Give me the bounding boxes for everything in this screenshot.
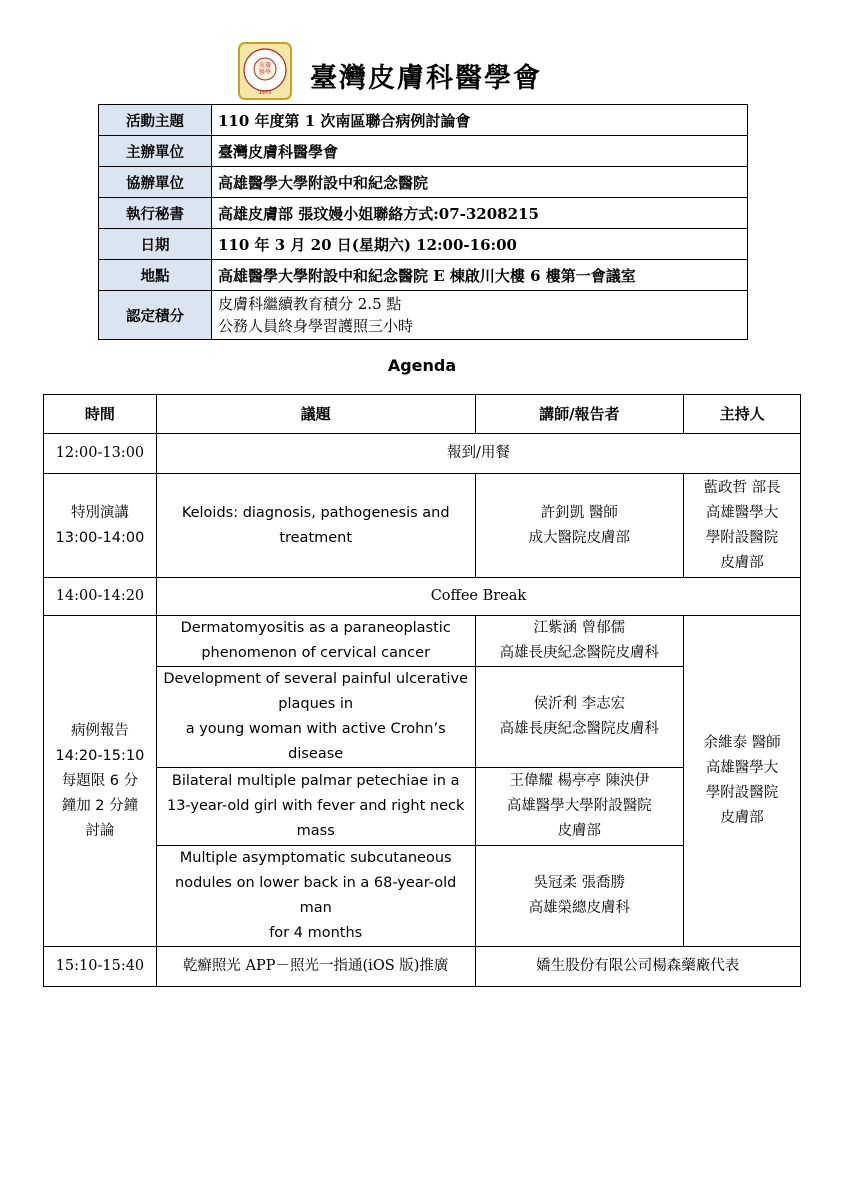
speaker-cell: 嬌生股份有限公司楊森藥廠代表 bbox=[475, 947, 801, 987]
topic-line: for 4 months bbox=[269, 925, 363, 941]
speaker-line: 高雄醫學大學附設醫院 bbox=[506, 798, 652, 814]
host-line: 高雄醫學大 bbox=[705, 504, 779, 521]
host-line: 皮膚部 bbox=[720, 554, 764, 571]
speaker-line: 成大醫院皮膚部 bbox=[528, 529, 631, 546]
info-label: 認定積分 bbox=[99, 291, 212, 340]
event-info-table bbox=[98, 104, 748, 340]
time-line: 鐘加 2 分鐘 bbox=[61, 797, 139, 814]
topic-line: Development of several painful ulcerative bbox=[163, 671, 469, 687]
host-line: 余維泰 醫師 bbox=[703, 735, 781, 751]
topic-line: plaques in bbox=[278, 696, 354, 712]
host-cell bbox=[684, 474, 801, 578]
speaker-line: 江紫涵 曾郁儒 bbox=[533, 620, 626, 636]
info-row-date bbox=[99, 229, 748, 260]
info-label: 協辦單位 bbox=[99, 167, 212, 198]
host-cell bbox=[684, 616, 801, 947]
info-label: 執行秘書 bbox=[99, 198, 212, 229]
time-line: 討論 bbox=[85, 822, 115, 839]
col-header-host: 主持人 bbox=[684, 395, 801, 434]
topic-line: nodules on lower back in a 68-year-old man bbox=[175, 875, 457, 916]
info-row-secretary bbox=[99, 198, 748, 229]
speaker-line: 高雄長庚紀念醫院皮膚科 bbox=[499, 645, 660, 661]
time-cell: 12:00-13:00 bbox=[44, 434, 157, 474]
speaker-line: 王偉耀 楊亭亭 陳泱伊 bbox=[509, 773, 650, 789]
info-value: 臺灣皮膚科醫學會 bbox=[212, 136, 748, 167]
time-cell bbox=[44, 474, 157, 578]
info-label: 活動主題 bbox=[99, 105, 212, 136]
topic-line: 13-year-old girl with fever and right neck bbox=[166, 798, 465, 814]
speaker-line: 侯沂利 李志宏 bbox=[533, 696, 626, 712]
info-row-topic bbox=[99, 105, 748, 136]
topic-cell bbox=[156, 846, 475, 947]
info-row-credits bbox=[99, 291, 748, 340]
time-line: 病例報告 bbox=[70, 722, 129, 739]
info-label: 日期 bbox=[99, 229, 212, 260]
topic-cell bbox=[156, 667, 475, 768]
host-line: 高雄醫學大 bbox=[705, 760, 779, 776]
time-cell: 14:00-14:20 bbox=[44, 578, 157, 616]
host-line: 皮膚部 bbox=[720, 810, 764, 826]
event-cell: Coffee Break bbox=[156, 578, 800, 616]
speaker-line: 皮膚部 bbox=[557, 823, 602, 839]
agenda-row-app-promo bbox=[44, 947, 801, 987]
topic-line: a young woman with active Crohn’s disease bbox=[185, 721, 446, 762]
topic-line: Bilateral multiple palmar petechiae in a bbox=[171, 773, 460, 789]
svg-text:醫學: 醫學 bbox=[258, 69, 272, 76]
agenda-title: Agenda bbox=[387, 356, 457, 375]
agenda-row-case-1 bbox=[44, 616, 801, 667]
agenda-row-registration bbox=[44, 434, 801, 474]
credit-line: 公務人員終身學習護照三小時 bbox=[218, 317, 414, 335]
time-cell bbox=[44, 616, 157, 947]
time-cell: 15:10-15:40 bbox=[44, 947, 157, 987]
speaker-line: 吳冠柔 張喬勝 bbox=[533, 875, 626, 891]
agenda-header-row bbox=[44, 395, 801, 434]
info-value: 高雄醫學大學附設中和紀念醫院 bbox=[212, 167, 748, 198]
host-line: 學附設醫院 bbox=[705, 529, 779, 546]
info-value: 高雄皮膚部 張玟嫚小姐聯絡方式:07-3208215 bbox=[212, 198, 748, 229]
speaker-line: 高雄長庚紀念醫院皮膚科 bbox=[499, 721, 660, 737]
speaker-line: 高雄榮總皮膚科 bbox=[528, 900, 631, 916]
topic-cell bbox=[156, 616, 475, 667]
topic-line: Dermatomyositis as a paraneoplastic bbox=[180, 620, 451, 636]
speaker-cell bbox=[475, 768, 684, 846]
info-value: 高雄醫學大學附設中和紀念醫院 E 棟啟川大樓 6 樓第一會議室 bbox=[212, 260, 748, 291]
col-header-time: 時間 bbox=[44, 395, 157, 434]
col-header-speaker: 講師/報告者 bbox=[475, 395, 684, 434]
credit-line: 皮膚科繼續教育積分 2.5 點 bbox=[218, 295, 402, 313]
event-cell: 報到/用餐 bbox=[156, 434, 800, 474]
speaker-cell bbox=[475, 616, 684, 667]
time-line: 14:20-15:10 bbox=[55, 747, 145, 764]
topic-line: treatment bbox=[279, 529, 353, 546]
topic-line: mass bbox=[296, 823, 335, 839]
agenda-row-special-lecture bbox=[44, 474, 801, 578]
document-header bbox=[0, 42, 844, 112]
topic-cell bbox=[156, 768, 475, 846]
speaker-cell bbox=[475, 846, 684, 947]
agenda-row-coffee-break bbox=[44, 578, 801, 616]
topic-cell bbox=[156, 474, 475, 578]
association-logo bbox=[238, 42, 292, 100]
host-line: 學附設醫院 bbox=[705, 785, 779, 801]
svg-text:皮膚: 皮膚 bbox=[258, 62, 272, 69]
time-line: 13:00-14:00 bbox=[55, 529, 145, 546]
host-line: 藍政哲 部長 bbox=[703, 479, 781, 496]
speaker-cell bbox=[475, 667, 684, 768]
info-label: 地點 bbox=[99, 260, 212, 291]
info-label: 主辦單位 bbox=[99, 136, 212, 167]
topic-line: phenomenon of cervical cancer bbox=[201, 645, 431, 661]
time-line: 特別演講 bbox=[70, 504, 129, 521]
svg-text:1975: 1975 bbox=[258, 90, 272, 96]
topic-line: Multiple asymptomatic subcutaneous bbox=[179, 850, 452, 866]
agenda-table bbox=[43, 394, 801, 987]
info-value: 110 年 3 月 20 日(星期六) 12:00-16:00 bbox=[212, 229, 748, 260]
speaker-line: 許釗凱 醫師 bbox=[540, 504, 618, 521]
info-row-organizer bbox=[99, 136, 748, 167]
topic-line: Keloids: diagnosis, pathogenesis and bbox=[181, 504, 450, 521]
info-row-co-organizer bbox=[99, 167, 748, 198]
col-header-topic: 議題 bbox=[156, 395, 475, 434]
organization-title: 臺灣皮膚科醫學會 bbox=[310, 63, 542, 94]
info-value bbox=[212, 291, 748, 340]
topic-cell: 乾癬照光 APP－照光一指通(iOS 版)推廣 bbox=[156, 947, 475, 987]
info-value: 110 年度第 1 次南區聯合病例討論會 bbox=[212, 105, 748, 136]
info-row-venue bbox=[99, 260, 748, 291]
speaker-cell bbox=[475, 474, 684, 578]
time-line: 每題限 6 分 bbox=[61, 772, 139, 789]
